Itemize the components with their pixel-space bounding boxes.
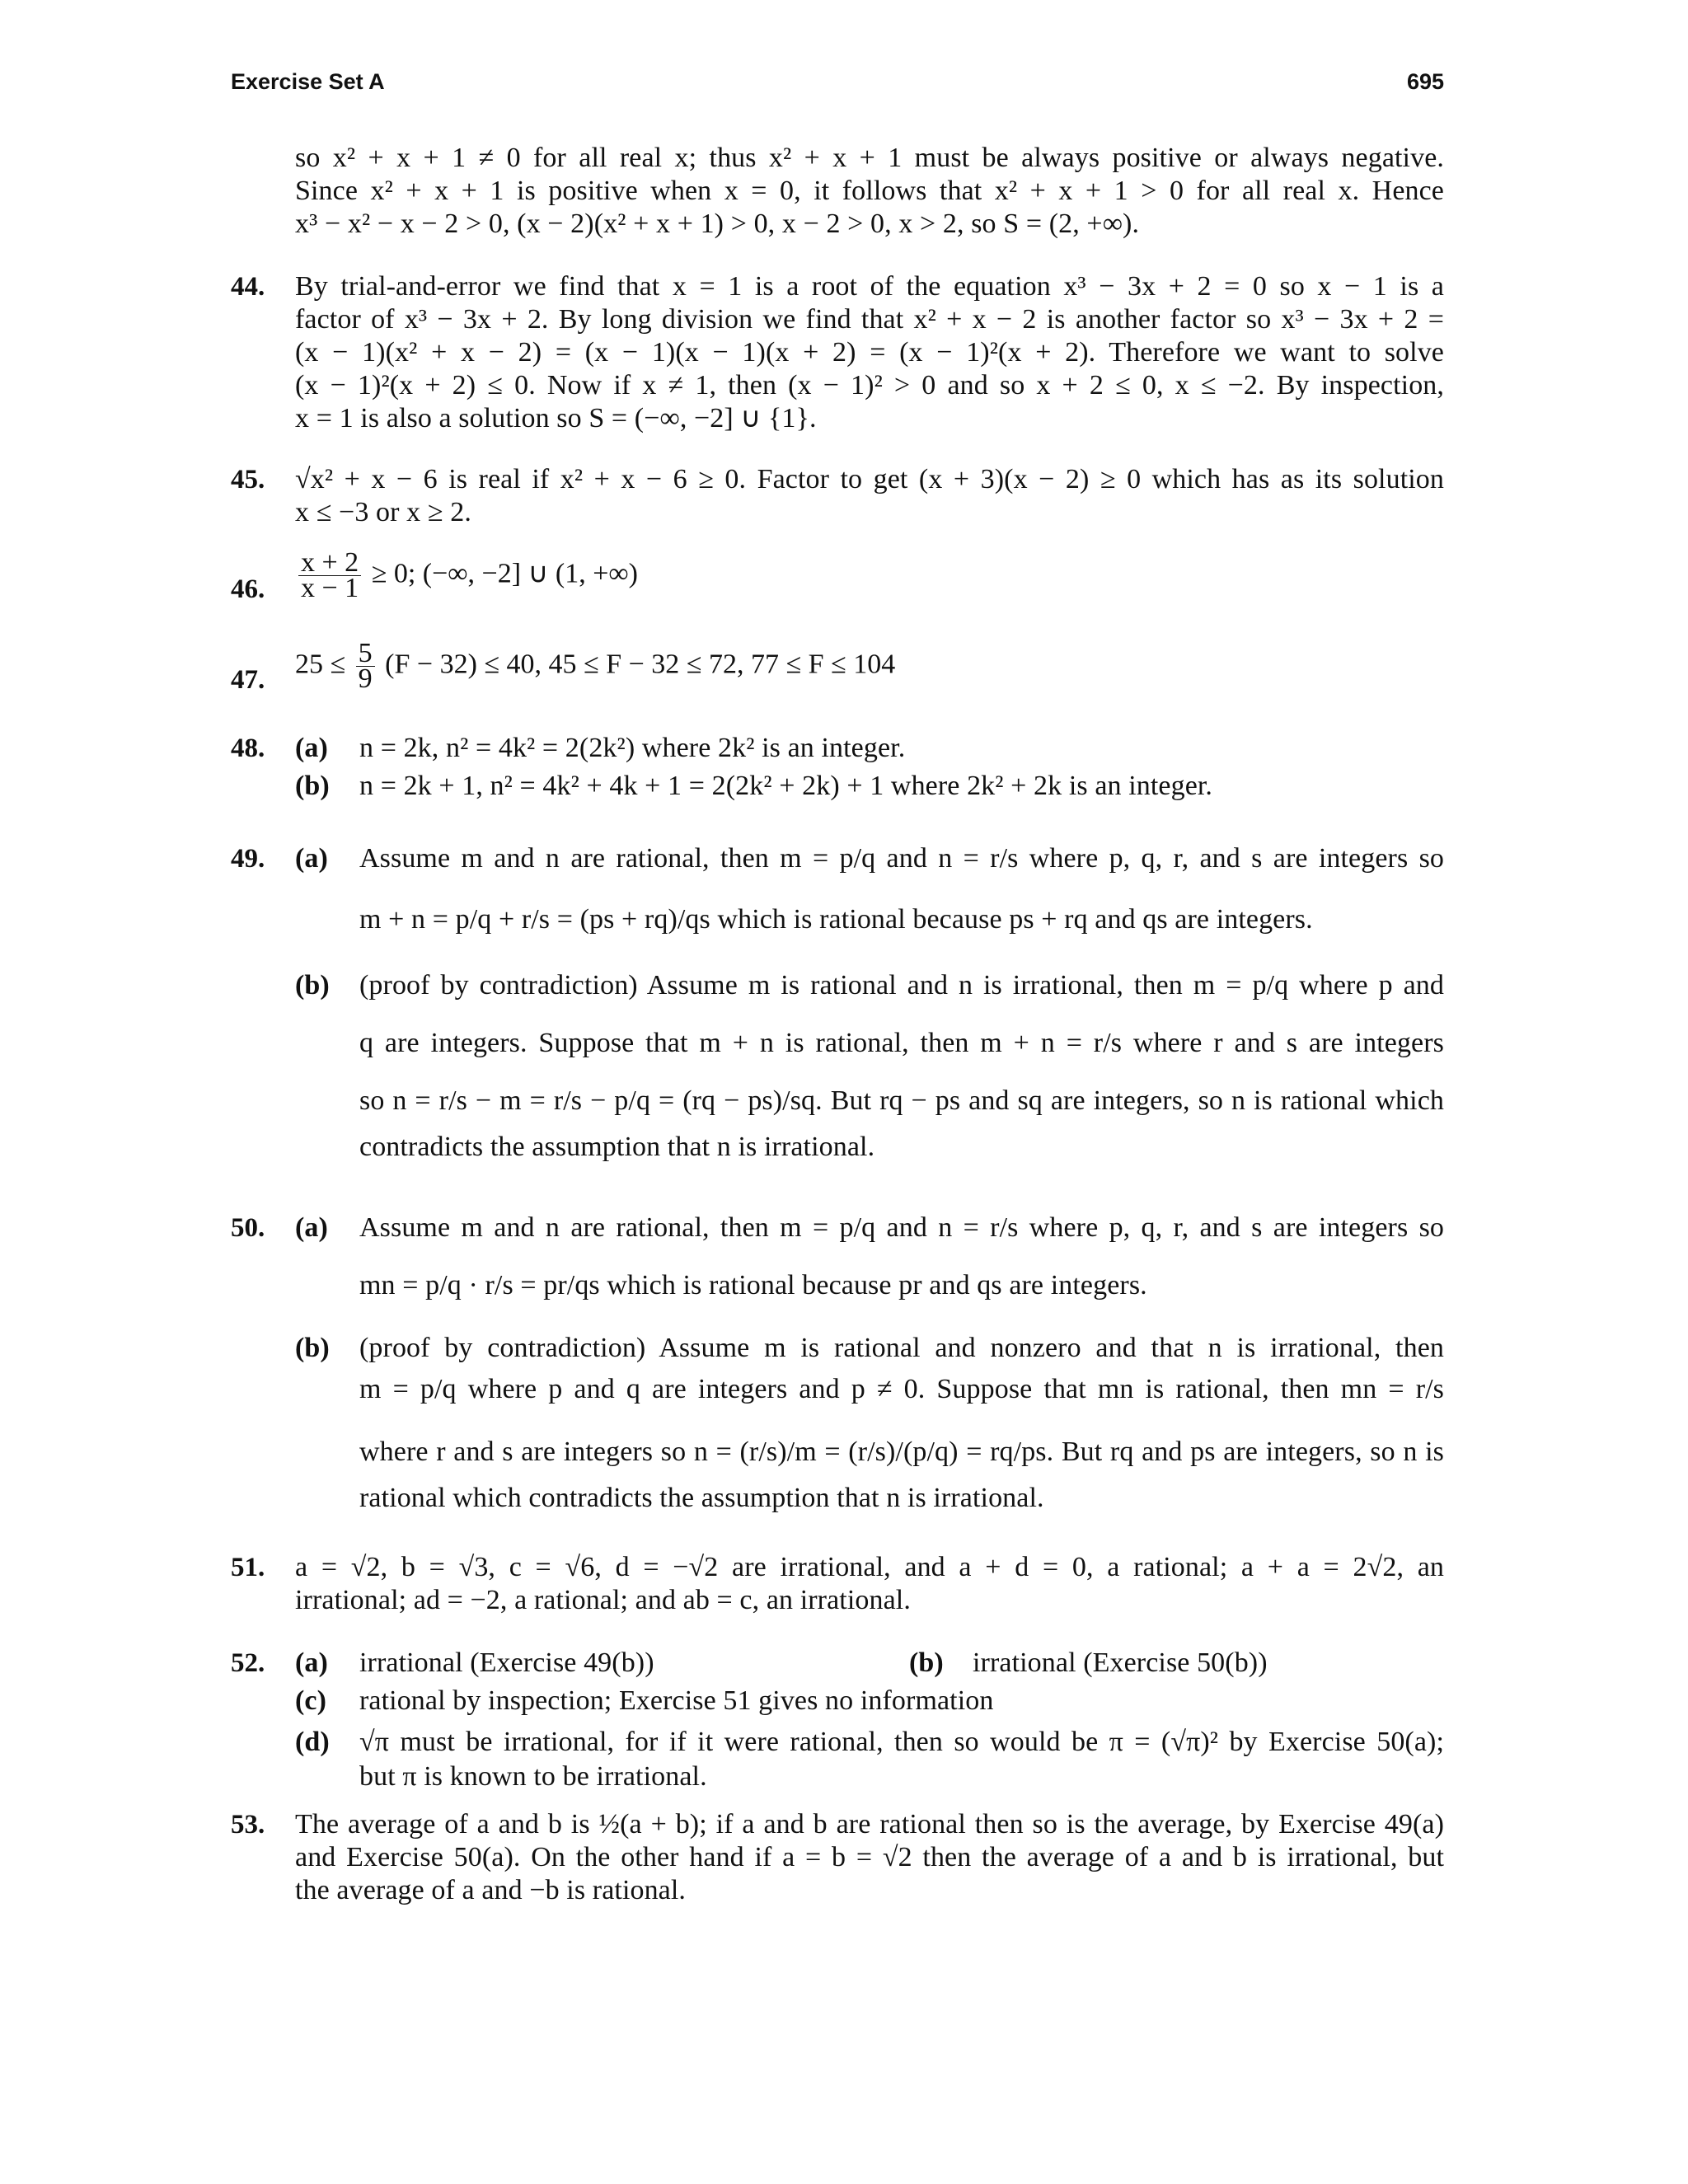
text-line: Assume m and n are rational, then m = p/q and n = r/s where p, q, r, and s are integers so <box>359 1212 1444 1243</box>
text-line: so x² + x + 1 ≠ 0 for all real x; thus x² + x + 1 must be always positive or always negative. <box>295 143 1444 173</box>
text-line: m + n = p/q + r/s = (ps + rq)/qs which is rational because ps + rq and qs are integers. <box>359 904 1313 935</box>
text-line: a = √2, b = √3, c = √6, d = −√2 are irrational, and a + d = 0, a rational; a + a = 2√2, an <box>295 1552 1444 1582</box>
exercise-number: 46. <box>231 574 265 604</box>
text-line: Assume m and n are rational, then m = p/q and n = r/s where p, q, r, and s are integers so <box>359 843 1444 874</box>
exercise-number: 47. <box>231 665 265 695</box>
part-label: (a) <box>295 733 328 763</box>
exercise-number: 52. <box>231 1648 265 1678</box>
text-line: The average of a and b is ½(a + b); if a and b are rational then so is the average, by Exercise 49(a) <box>295 1809 1444 1840</box>
document-page: Exercise Set A 695 so x² + x + 1 ≠ 0 for all real x; thus x² + x + 1 must be always positive or always negative. Since x² + x + 1 is positive when x = 0, it follows that x² + x + 1 > 0 for all real x. Hence x³ − x² − x − 2 > 0, (x − 2)(x² + x + 1) > 0, x − 2 > 0, x > 2, so S = (2, +∞). 44. By trial-and-error we find that x = 1 is a root of the equation x³ − 3x + 2 = 0 so x − 1 is a factor of x³ − 3x + 2. By long division we find that x² + x − 2 is another factor so x³ − 3x + 2 = (x − 1)(x² + x − 2) = (x − 1)(x − 1)(x + 2) = (x − 1)²(x + 2). Therefore we want to solve (x − 1)²(x + 2) ≤ 0. Now if x ≠ 1, then (x − 1)² > 0 and so x + 2 ≤ 0, x ≤ −2. By inspection, x = 1 is also a solution so S = (−∞, −2] ∪ {1}. 45. √x² + x − 6 is real if x² + x − 6 ≥ 0. Factor to get (x + 3)(x − 2) ≥ 0 which has as its solution x ≤ −3 or x ≥ 2. 46. $\frac{x + 2}{x - 1}$ ≥ 0; (−∞, −2] ∪ (1, +∞) 47. 25 ≤ $\frac{5}{9}$ (F − 32) ≤ 40, 45 ≤ F − 32 ≤ 72, 77 ≤ F ≤ 104 48. (a) n = 2k, n² = 4k² = 2(2k²) where 2k² is an integer. (b) n = 2k + 1, n² = 4k² + 4k + 1 = 2(2k² + 2k) + 1 where 2k² + 2k is an integer. 49. (a) Assume m and n are rational, then m = p/q and n = r/s where p, q, r, and s are integers so m + n = p/q + r/s = (ps + rq)/qs which is rational because ps + rq and qs are integers. (b) (proof by contradiction) Assume m is rational and n is irrational, then m = p/q where p and q are integers. Suppose that m + n is rational, then m + n = r/s where r and s are integers so n = r/s − m = r/s − p/q = (rq − ps)/sq. But rq − ps and sq are integers, so n is rational which contradicts the assumption that n is irrational. 50. (a) Assume m and n are rational, then m = p/q and n = r/s where p, q, r, and s are integers so mn = p/q · r/s = pr/qs which is rational because pr and qs are integers. (b) (proof by contradiction) Assume m is rational and nonzero and that n is irrational, then m = p/q where p and q are integers and p ≠ 0. Suppose that mn is rational, then mn = r/s where r and s are integers so n = (r/s)/m = (r/s)/(p/q) = rq/ps. But rq and ps are integers, so n is rational which contradicts the assumption that n is irrational. 51. a = √2, b = √3, c = √6, d = −√2 are irrational, and a + d = 0, a rational; a + a = 2√2, an irrational; ad = −2, a rational; and ab = c, an irrational. 52. (a) irrational (Exercise 49(b)) (b) irrational (Exercise 50(b)) (c) rational by inspection; Exercise 51 gives no information (d) √π must be irrational, for if it were rational, then so would be π = (√π)² by Exercise 50(a); but π is known to be irrational. 53. The average of a and b is ½(a + b); if a and b are rational then so is the average, by Exercise 49(a) and Exercise 50(a). On the other hand if a = b = √2 then the average of a and b is irrational, but the average of a and −b is rational. <box>231 69 1444 1905</box>
part-label: (a) <box>295 843 328 874</box>
text-line: (F − 32) ≤ 40, 45 ≤ F − 32 ≤ 72, 77 ≤ F ≤ 104 <box>385 649 896 680</box>
exercise-number: 49. <box>231 844 265 874</box>
text-line: irrational (Exercise 49(b)) <box>359 1647 654 1678</box>
part-label: (a) <box>295 1647 328 1678</box>
text-line: and Exercise 50(a). On the other hand if a = b = √2 then the average of a and b is irrational, but <box>295 1842 1444 1872</box>
text-line: n = 2k + 1, n² = 4k² + 4k + 1 = 2(2k² + 2k) + 1 where 2k² + 2k is an integer. <box>359 771 1213 801</box>
fraction: $\frac{5}{9}$ <box>356 641 375 691</box>
text-line: rational by inspection; Exercise 51 gives no information <box>359 1685 994 1716</box>
text-line: irrational (Exercise 50(b)) <box>973 1647 1268 1678</box>
text-line: where r and s are integers so n = (r/s)/m = (r/s)/(p/q) = rq/ps. But rq and ps are integers, so n is <box>359 1436 1444 1467</box>
text-line: so n = r/s − m = r/s − p/q = (rq − ps)/sq. But rq − ps and sq are integers, so n is rational which <box>359 1085 1444 1116</box>
exercise-number: 53. <box>231 1810 265 1840</box>
text-line: mn = p/q · r/s = pr/qs which is rational because pr and qs are integers. <box>359 1270 1147 1301</box>
part-label: (b) <box>295 771 330 801</box>
part-label: (b) <box>295 1333 330 1363</box>
text-line: q are integers. Suppose that m + n is rational, then m + n = r/s where r and s are integers <box>359 1028 1444 1058</box>
text-line: √π must be irrational, for if it were rational, then so would be π = (√π)² by Exercise 50(a); <box>359 1727 1444 1757</box>
text-line: n = 2k, n² = 4k² = 2(2k²) where 2k² is an integer. <box>359 733 906 763</box>
text-line: but π is known to be irrational. <box>359 1761 707 1792</box>
part-label: (b) <box>295 970 330 1001</box>
text-line: (proof by contradiction) Assume m is rational and nonzero and that n is irrational, then <box>359 1333 1444 1363</box>
text-line: By trial-and-error we find that x = 1 is a root of the equation x³ − 3x + 2 = 0 so x − 1 is a <box>295 271 1444 302</box>
exercise-number: 50. <box>231 1213 265 1243</box>
text-line: x ≤ −3 or x ≥ 2. <box>295 497 471 527</box>
text-line: Since x² + x + 1 is positive when x = 0, it follows that x² + x + 1 > 0 for all real x. Hence <box>295 176 1444 206</box>
text-line: rational which contradicts the assumption that n is irrational. <box>359 1483 1044 1513</box>
text-line: contradicts the assumption that n is irrational. <box>359 1132 875 1162</box>
exercise-number: 45. <box>231 465 265 494</box>
text-line: irrational; ad = −2, a rational; and ab = c, an irrational. <box>295 1585 911 1615</box>
part-label: (a) <box>295 1212 328 1243</box>
text-line: √x² + x − 6 is real if x² + x − 6 ≥ 0. Factor to get (x + 3)(x − 2) ≥ 0 which has as its solution <box>295 464 1444 494</box>
exercise-number: 44. <box>231 272 265 302</box>
text-line: factor of x³ − 3x + 2. By long division we find that x² + x − 2 is another factor so x³ − 3x + 2 = <box>295 304 1444 335</box>
running-header-title: Exercise Set A <box>231 69 385 94</box>
text-line: x³ − x² − x − 2 > 0, (x − 2)(x² + x + 1) > 0, x − 2 > 0, x > 2, so S = (2, +∞). <box>295 209 1140 239</box>
fraction: $\frac{x + 2}{x - 1}$ <box>298 551 361 601</box>
page-number: 695 <box>1406 69 1444 94</box>
text-line: the average of a and −b is rational. <box>295 1875 687 1905</box>
part-label: (c) <box>295 1685 327 1716</box>
text-line: (x − 1)(x² + x − 2) = (x − 1)(x − 1)(x + 2) = (x − 1)²(x + 2). Therefore we want to solve <box>295 337 1444 368</box>
text-line: x = 1 is also a solution so S = (−∞, −2] ∪ {1}. <box>295 403 817 434</box>
part-label: (b) <box>909 1647 944 1678</box>
exercise-number: 48. <box>231 733 265 763</box>
text-line: (proof by contradiction) Assume m is rational and n is irrational, then m = p/q where p and <box>359 970 1444 1001</box>
text-line: m = p/q where p and q are integers and p ≠ 0. Suppose that mn is rational, then mn = r/s <box>359 1374 1444 1404</box>
text-line: (x − 1)²(x + 2) ≤ 0. Now if x ≠ 1, then (x − 1)² > 0 and so x + 2 ≤ 0, x ≤ −2. By inspection, <box>295 370 1444 401</box>
text-line: ≥ 0; (−∞, −2] ∪ (1, +∞) <box>371 558 638 589</box>
part-label: (d) <box>295 1727 330 1757</box>
exercise-number: 51. <box>231 1553 265 1582</box>
